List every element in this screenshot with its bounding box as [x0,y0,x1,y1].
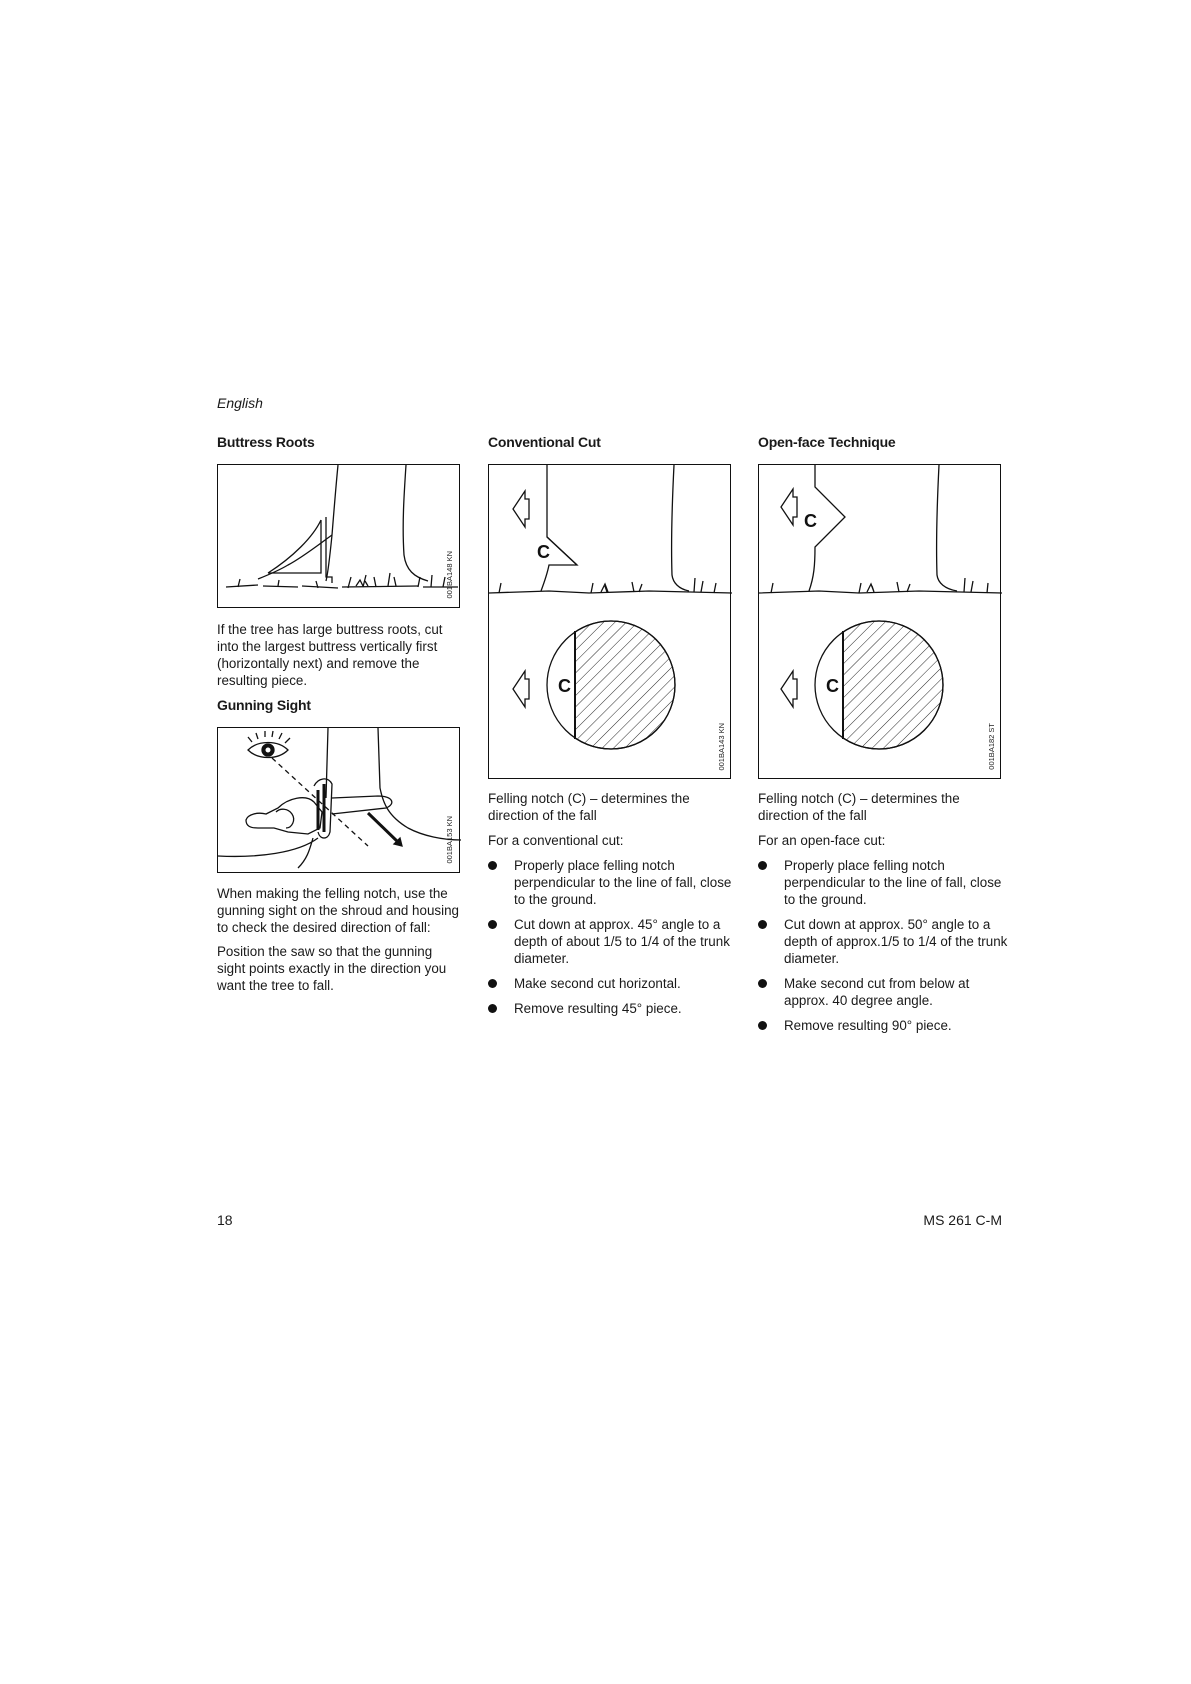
bullet-icon [758,861,767,870]
notch-label-bottom: C [558,676,571,696]
buttress-roots-paragraph: If the tree has large buttress roots, cut into the largest buttress vertically first (horizontally next) and remove the resulting piece. [217,622,443,688]
conventional-cut-heading: Conventional Cut [488,434,601,450]
conventional-cut-intro: For a conventional cut: [488,833,624,848]
list-item: Cut down at approx. 50° angle to a depth of approx.1/5 to 1/4 of the trunk diameter. [758,916,1008,967]
bullet-icon [488,861,497,870]
bullet-icon [488,1004,497,1013]
conventional-cut-figure [488,464,731,779]
list-item: Remove resulting 90° piece. [758,1017,1008,1034]
list-item: Remove resulting 45° piece. [488,1000,738,1017]
model-name: MS 261 C-M [923,1212,1002,1228]
open-face-illustration [759,465,1002,780]
bullet-icon [488,920,497,929]
list-item: Cut down at approx. 45° angle to a depth of about 1/5 to 1/4 of the trunk diameter. [488,916,738,967]
figure-code: 001BA153 KN [445,816,454,864]
open-face-figure [758,464,1001,779]
list-item: Make second cut from below at approx. 40 degree angle. [758,975,1008,1009]
gunning-sight-paragraph: When making the felling notch, use the gunning sight on the shroud and housing to check the desired direction of fall: [217,886,459,935]
page-number: 18 [217,1212,233,1228]
buttress-roots-illustration [218,465,461,609]
bullet-icon [758,920,767,929]
list-item: Make second cut horizontal. [488,975,738,992]
notch-label-bottom: C [826,676,839,696]
figure-code: 001BA182 ST [987,723,996,770]
conventional-cut-illustration [489,465,732,780]
bullet-icon [758,979,767,988]
gunning-sight-heading: Gunning Sight [217,697,311,713]
language-label: English [217,395,263,411]
bullet-icon [758,1021,767,1030]
buttress-roots-figure [217,464,460,608]
conventional-cut-caption: Felling notch (C) – determines the direction of the fall [488,791,690,823]
notch-label-top: C [804,511,817,531]
open-face-intro: For an open-face cut: [758,833,886,848]
open-face-heading: Open-face Technique [758,434,896,450]
figure-code: 001BA143 KN [717,723,726,771]
bullet-icon [488,979,497,988]
gunning-sight-paragraph-2: Position the saw so that the gunning sight points exactly in the direction you want the tree to fall. [217,944,447,993]
gunning-sight-figure [217,727,460,873]
list-item: Properly place felling notch perpendicular to the line of fall, close to the ground. [488,857,738,908]
gunning-sight-illustration [218,728,461,874]
buttress-roots-heading: Buttress Roots [217,434,315,450]
notch-label-top: C [537,542,550,562]
figure-code: 001BA148 KN [445,551,454,599]
open-face-caption: Felling notch (C) – determines the direction of the fall [758,791,960,823]
conventional-cut-steps [488,857,738,1025]
list-item: Properly place felling notch perpendicular to the line of fall, close to the ground. [758,857,1008,908]
open-face-steps [758,857,1008,1042]
